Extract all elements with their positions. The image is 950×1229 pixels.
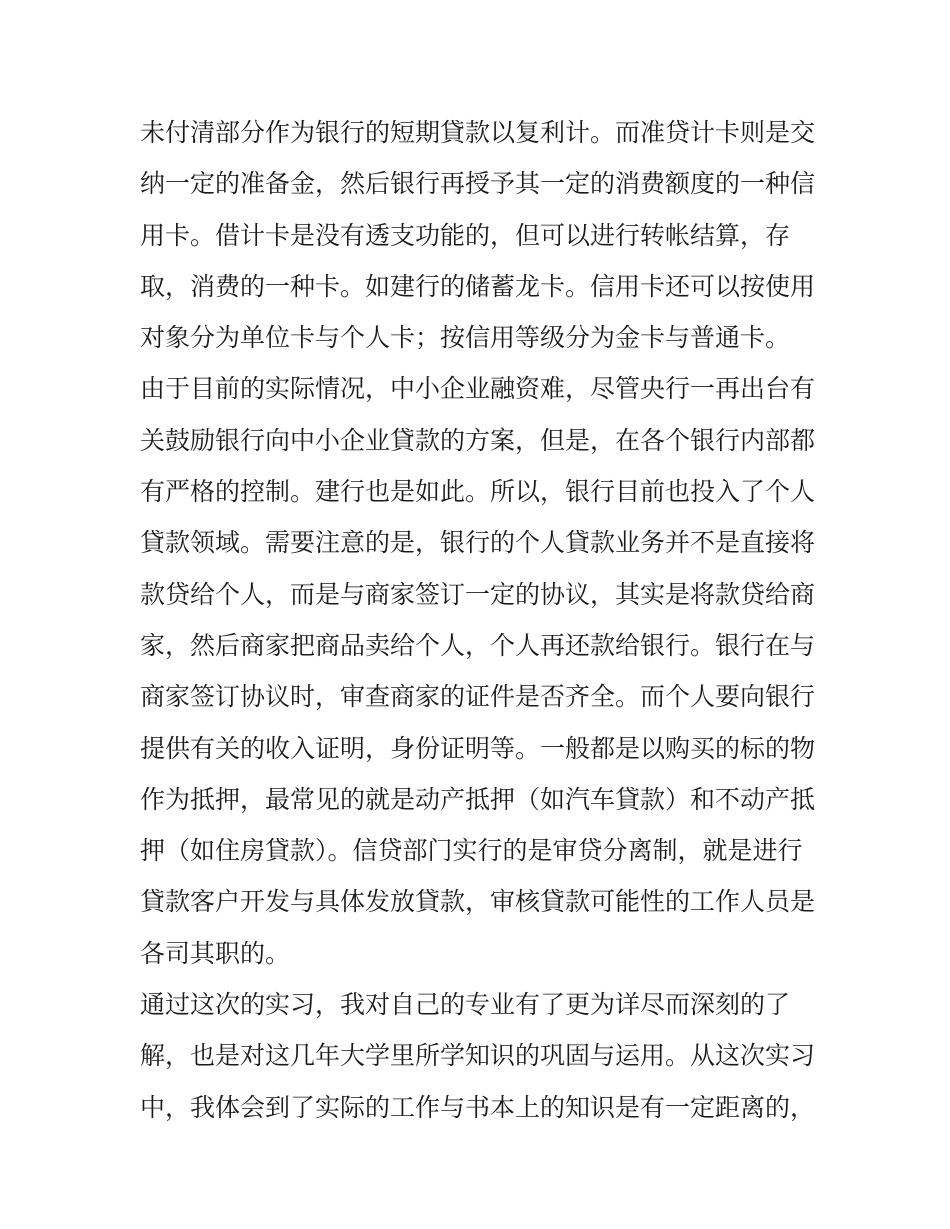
text-line: 押（如住房貸款）。信贷部门实行的是审贷分离制，就是进行: [140, 836, 803, 866]
text-line: 取，消费的一种卡。如建行的储蓄龙卡。信用卡还可以按使用: [140, 271, 816, 301]
text-line: 提供有关的收入证明，身份证明等。一般都是以购买的标的物: [140, 733, 816, 763]
text-line: 貸款领域。需要注意的是，银行的个人貸款业务并不是直接将: [140, 528, 816, 558]
body-text: [140, 107, 820, 1133]
text-line: 通过这次的实习，我对自己的专业有了更为详尽而深刻的了: [140, 990, 791, 1020]
text-line: 未付清部分作为银行的短期貸款以复利计。而准贷计卡则是交: [140, 118, 816, 147]
text-line: 解，也是对这几年大学里所学知识的巩固与运用。从这次实习: [140, 1041, 816, 1071]
text-line: 关鼓励银行向中小企业貸款的方案，但是，在各个银行内部都: [140, 425, 816, 455]
text-line: 用卡。借计卡是没有透支功能的，但可以进行转帐结算，存: [140, 220, 791, 250]
text-line: 款贷给个人，而是与商家签订一定的协议，其实是将款贷给商: [140, 579, 816, 609]
text-line: 貸款客户开发与具体发放貸款，审核貸款可能性的工作人员是: [140, 887, 816, 917]
text-line: 有严格的控制。建行也是如此。所以，银行目前也投入了个人: [140, 477, 816, 507]
text-line: 作为抵押，最常见的就是动产抵押（如汽车貸款）和不动产抵: [140, 784, 816, 814]
text-line: 商家签订协议时，审查商家的证件是否齐全。而个人要向银行: [140, 682, 816, 712]
text-line: 由于目前的实际情况，中小企业融资难，尽管央行一再出台有: [140, 374, 816, 404]
text-line: 各司其职的。: [140, 938, 291, 968]
text-line: 家，然后商家把商品卖给个人，个人再还款给银行。银行在与: [140, 630, 816, 660]
text-line: 中，我体会到了实际的工作与书本上的知识是有一定距离的，: [140, 1092, 816, 1122]
text-line: 纳一定的准备金，然后银行再授予其一定的消费额度的一种信: [140, 169, 816, 199]
text-line: 对象分为单位卡与个人卡；按信用等级分为金卡与普通卡。: [140, 323, 791, 353]
